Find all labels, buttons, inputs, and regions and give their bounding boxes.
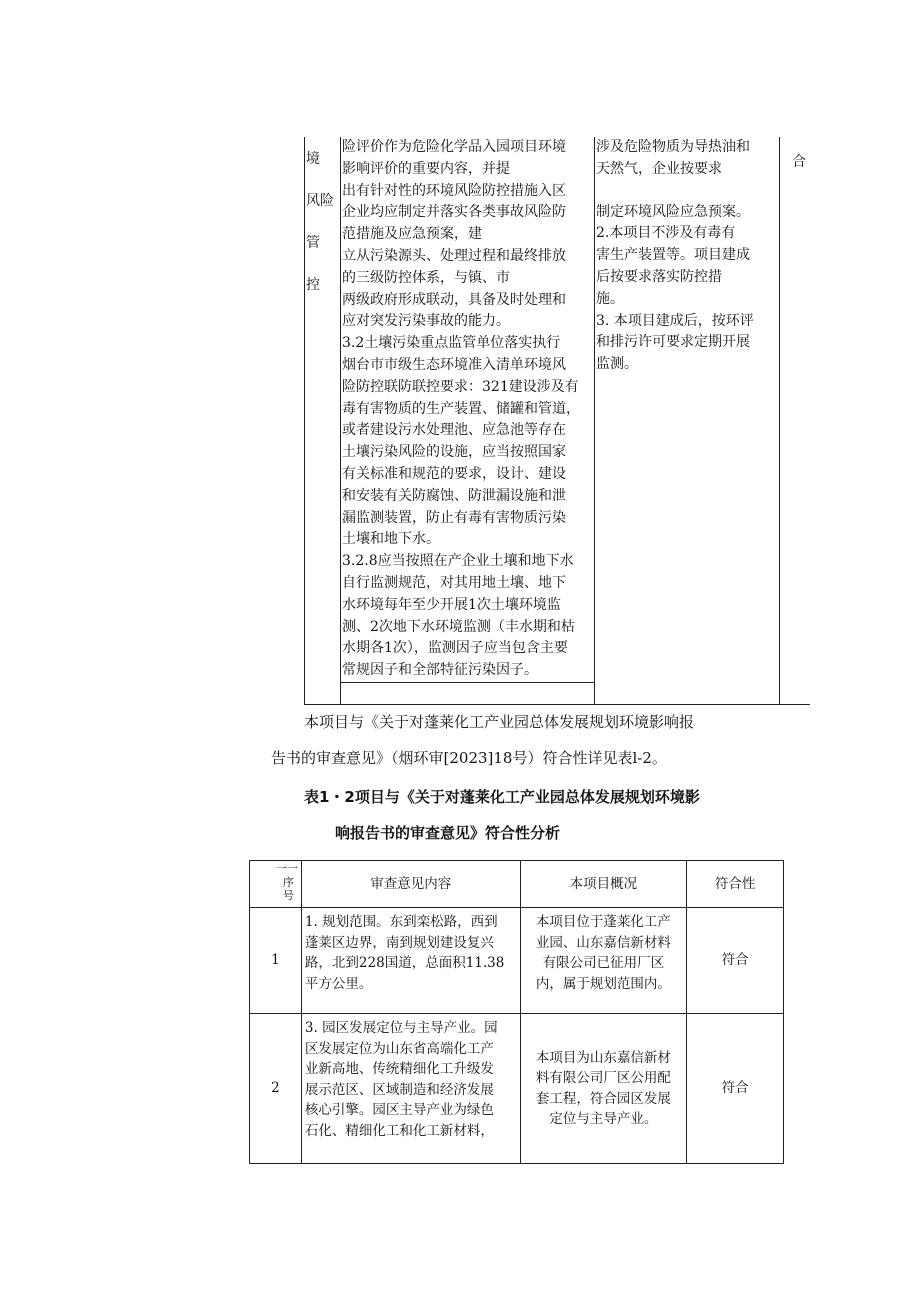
- requirement-line: 影响评价的重要内容，并提: [342, 160, 510, 177]
- opinion-line: 3. 园区发展定位与主导产业。园: [304, 1020, 498, 1036]
- opinion-line: 业新高地、传统精细化工升级发: [304, 1061, 494, 1077]
- intro-line-1: 本项目与《关于对蓬莱化工产业园总体发展规划环境影响报: [304, 713, 695, 731]
- conformity-table: [249, 860, 784, 1164]
- requirement-line: 两级政府形成联动，具备及时处理和: [342, 291, 566, 308]
- row-opinion: [301, 1014, 520, 1164]
- project-status-line: 涉及危险物质为导热油和: [596, 139, 750, 155]
- requirement-line: 的三级防控体系，与镇、市: [342, 269, 510, 286]
- row-number: 2: [250, 1014, 302, 1164]
- requirement-line: 险评价作为危险化学品入园项目环境: [342, 139, 566, 155]
- conformity-cell: 合: [792, 154, 806, 170]
- project-status-line: 3. 本项目建成后，按环评: [596, 312, 754, 329]
- row-overview: [520, 1014, 687, 1164]
- overview-line: 定位与主导产业。: [549, 1111, 658, 1127]
- category-char: 境: [306, 151, 320, 167]
- opinion-line: 区发展定位为山东省高端化工产: [304, 1040, 494, 1057]
- header-seq-mark: 一一: [275, 862, 298, 875]
- header-conformity: 符合性: [687, 861, 784, 908]
- overview-line: 本项目为山东嘉信新材: [535, 1049, 671, 1066]
- table-header-row: [250, 861, 784, 908]
- table-caption-line-2: 响报告书的审查意见》符合性分析: [335, 824, 561, 842]
- header-seq: [250, 861, 302, 908]
- requirement-line: 毒有害物质的生产装置、储罐和管道，: [342, 400, 580, 417]
- opinion-line: 路，北到228国道，总面积11.38: [304, 955, 505, 971]
- requirement-line: 或者建设污水处理池、应急池等存在: [342, 422, 566, 439]
- risk-category-cell: [304, 145, 340, 295]
- project-status-line: 后按要求落实防控措: [596, 268, 722, 285]
- project-status-line: 制定环境风险应急预案。: [596, 203, 750, 220]
- category-char: 控: [306, 277, 320, 293]
- requirement-line: 土壤和地下水。: [342, 531, 440, 548]
- requirement-line: 水期各1次），监测因子应当包含主要: [342, 640, 568, 657]
- row-overview: [520, 908, 687, 1014]
- requirement-line: 企业均应制定并落实各类事故风险防: [342, 204, 566, 221]
- project-status-line: 施。: [596, 290, 624, 307]
- category-char: 管: [306, 235, 320, 251]
- table-border: [779, 137, 780, 705]
- requirement-line: 3.2.8应当按照在产企业土壤和地下水: [342, 553, 574, 570]
- requirement-line: 测、2次地下水环境监测（丰水期和枯: [342, 618, 575, 635]
- overview-line: 内，属于规划范围内。: [535, 975, 671, 992]
- header-seq-top: 序: [282, 876, 294, 889]
- overview-line: 有限公司已征用厂区: [542, 955, 665, 971]
- overview-line: 业园、山东嘉信新材料: [535, 934, 671, 951]
- table-border: [340, 682, 594, 683]
- project-status-line: 监测。: [596, 356, 638, 373]
- requirement-line: 漏监测装置，防止有毒有害物质污染: [342, 509, 566, 526]
- requirement-line: 立从污染源头、处理过程和最终排放: [342, 247, 566, 264]
- row-opinion: [301, 908, 520, 1014]
- project-status-line: 2.本项目不涉及有毒有: [596, 225, 736, 242]
- requirement-line: 自行监测规范，对其用地土壤、地下: [342, 574, 566, 591]
- overview-line: 料有限公司厂区公用配: [535, 1070, 671, 1086]
- header-opinion: 审查意见内容: [301, 861, 520, 908]
- table-row: [250, 908, 784, 1014]
- requirement-line: 险防控联防联控要求：321建设涉及有: [342, 378, 579, 395]
- opinion-line: 核心引擎。园区主导产业为绿色: [304, 1102, 494, 1118]
- requirement-line: 出有针对性的环境风险防控措施入区: [342, 182, 566, 199]
- table-caption-line-1: 表1・2项目与《关于对蓬莱化工产业园总体发展规划环境影: [304, 788, 700, 806]
- opinion-line: 石化、精细化工和化工新材料，: [304, 1122, 494, 1139]
- table-border: [594, 137, 595, 705]
- project-status-line: 天然气，企业按要求: [596, 160, 722, 177]
- requirement-line: 水环境每年至少开展1次土壤环境监: [342, 596, 561, 613]
- header-overview: 本项目概况: [520, 861, 687, 908]
- requirement-line: 和安装有关防腐蚀、防泄漏设施和泄: [342, 487, 566, 504]
- project-status-cell: [596, 137, 778, 376]
- opinion-line: 平方公里。: [304, 975, 373, 992]
- row-conformity: 符合: [687, 1014, 784, 1164]
- requirement-line: 有关标准和规范的要求，设计、建设: [342, 465, 566, 482]
- overview-line: 套工程，符合园区发展: [535, 1090, 671, 1107]
- requirement-line: 烟台市市级生态环境准入清单环境风: [342, 356, 566, 373]
- requirement-line: 应对突发污染事故的能力。: [342, 313, 510, 330]
- opinion-line: 蓬莱区边界，南到规划建设复兴: [304, 934, 494, 951]
- requirement-line: 3.2土壤污染重点监管单位落实执行: [342, 335, 561, 352]
- row-conformity: 符合: [687, 908, 784, 1014]
- project-status-line: 害生产装置等。项目建成: [596, 247, 750, 264]
- requirement-line: 范措施及应急预案，建: [342, 226, 482, 243]
- requirement-line: 土壤污染风险的设施，应当按照国家: [342, 444, 566, 461]
- table-row: [250, 1014, 784, 1164]
- table-border: [304, 704, 810, 705]
- intro-line-2: 告书的审查意见》（烟环审[2023]18号）符合性详见表l-2。: [271, 749, 667, 767]
- risk-control-table: [304, 137, 810, 705]
- project-status-line: 和排污许可要求定期开展: [596, 334, 750, 351]
- table-border: [340, 137, 341, 705]
- category-char: 风险: [306, 193, 334, 209]
- opinion-line: 1. 规划范围。东到栾松路，西到: [304, 914, 498, 930]
- requirement-line: 常规因子和全部特征污染因子。: [342, 662, 538, 679]
- overview-line: 本项目位于蓬莱化工产: [535, 914, 671, 930]
- requirement-cell: [342, 137, 594, 682]
- header-seq-bottom: 号: [282, 889, 294, 902]
- row-number: 1: [250, 908, 302, 1014]
- opinion-line: 展示范区、区域制造和经济发展: [304, 1081, 494, 1098]
